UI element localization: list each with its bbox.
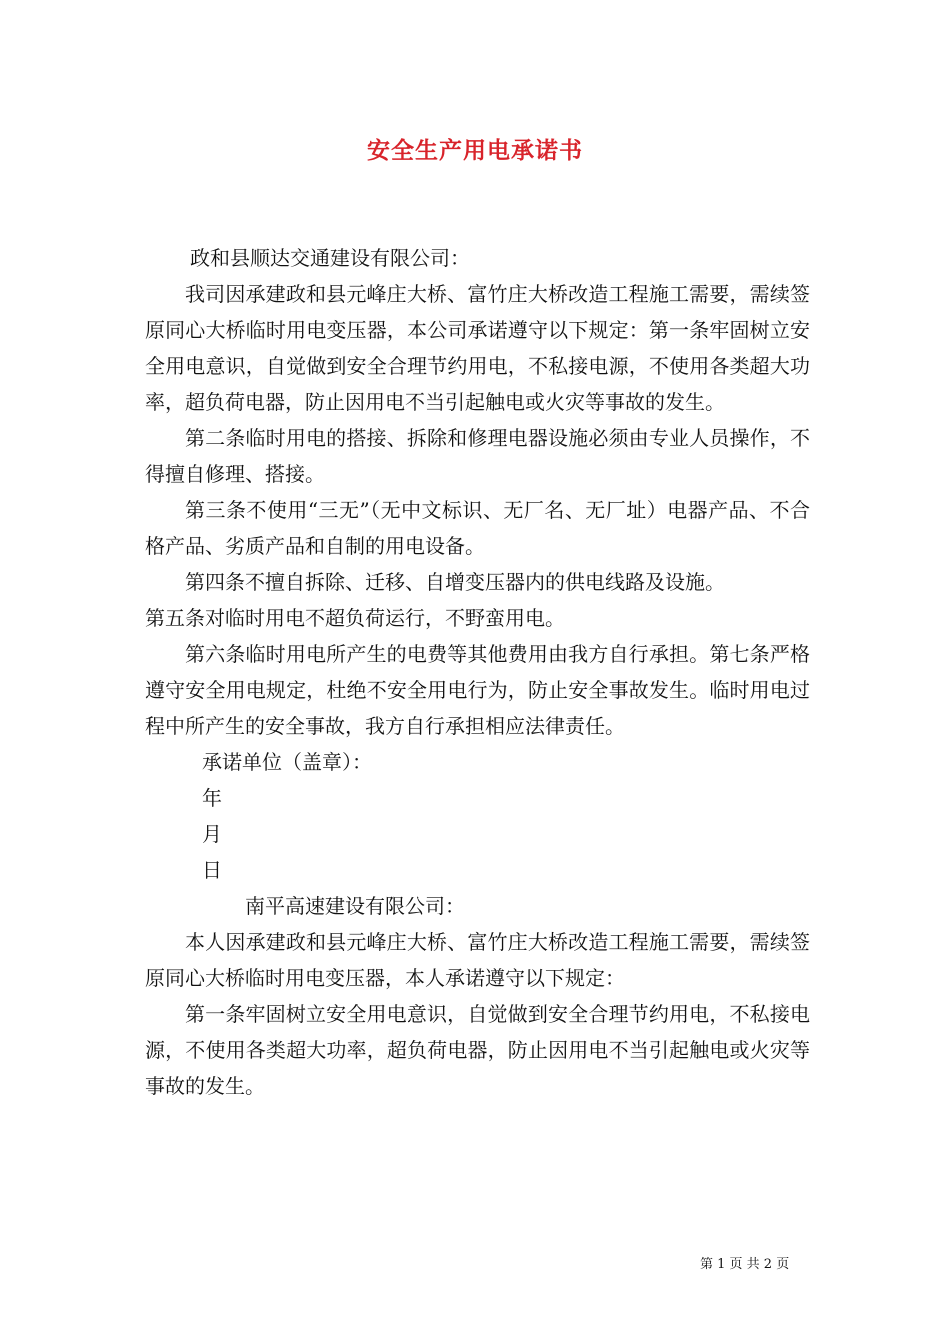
- greeting-1: 政和县顺达交通建设有限公司：: [190, 246, 470, 270]
- greeting-2: 南平高速建设有限公司：: [245, 894, 465, 918]
- paragraph-article-3: 第三条不使用“三无”（无中文标识、无厂名、无厂址）电器产品、不合格产品、劣质产品和自制的用电设备。: [145, 498, 810, 558]
- paragraph-article-1-section-2: 第一条牢固树立安全用电意识，自觉做到安全合理节约用电，不私接电源，不使用各类超大功率，超负荷电器，防止因用电不当引起触电或火灾等事故的发生。: [145, 1002, 810, 1098]
- paragraph-article-4: 第四条不擅自拆除、迁移、自增变压器内的供电线路及设施。: [185, 570, 725, 594]
- paragraph-article-2: 第二条临时用电的搭接、拆除和修理电器设施必须由专业人员操作，不得擅自修理、搭接。: [145, 426, 810, 486]
- paragraph-intro-1: 我司因承建政和县元峰庄大桥、富竹庄大桥改造工程施工需要，需续签原同心大桥临时用电变压器，本公司承诺遵守以下规定：第一条牢固树立安全用电意识，自觉做到安全合理节约用电，不私接电源，不使用各类超大功率，超负荷电器，防止因用电不当引起触电或火灾等事故的发生。: [145, 282, 810, 414]
- paragraph-article-5: 第五条对临时用电不超负荷运行，不野蛮用电。: [145, 606, 565, 630]
- signature-label: 承诺单位（盖章）：: [202, 750, 372, 774]
- month-label: 月: [202, 822, 222, 846]
- document-body: [145, 240, 810, 1104]
- day-label: 日: [202, 858, 222, 882]
- paragraph-intro-2: 本人因承建政和县元峰庄大桥、富竹庄大桥改造工程施工需要，需续签原同心大桥临时用电变压器，本人承诺遵守以下规定：: [145, 930, 810, 990]
- year-label: 年: [202, 786, 222, 810]
- document-title: 安全生产用电承诺书: [367, 137, 583, 164]
- paragraph-article-6: 第六条临时用电所产生的电费等其他费用由我方自行承担。第七条严格遵守安全用电规定，杜绝不安全用电行为，防止安全事故发生。临时用电过程中所产生的安全事故，我方自行承担相应法律责任。: [145, 642, 810, 738]
- page-footer: 第 1 页 共 2 页: [700, 1257, 790, 1272]
